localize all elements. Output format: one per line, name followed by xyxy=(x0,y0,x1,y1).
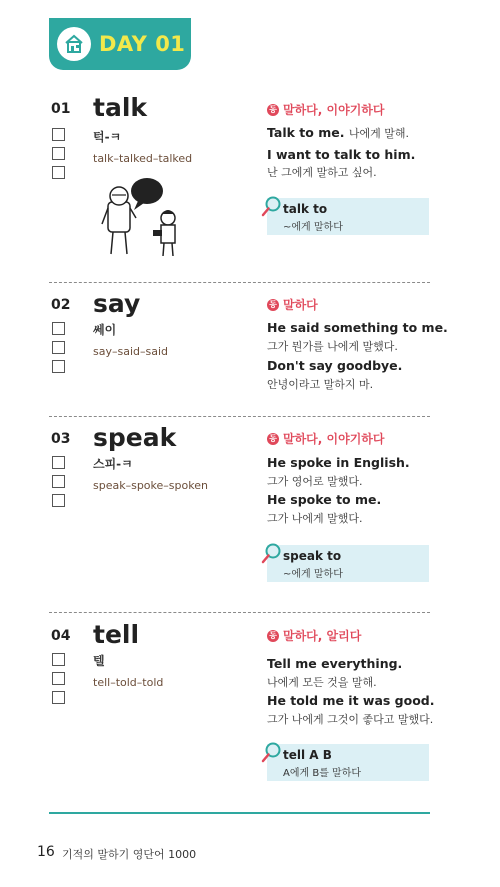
verb-badge-icon: 동 xyxy=(267,299,279,311)
entry-number: 04 xyxy=(51,628,71,644)
study-checkbox[interactable] xyxy=(52,166,65,179)
book-title: 기적의 말하기 영단어 1000 xyxy=(62,848,197,861)
phrase-box xyxy=(267,744,429,781)
study-checkbox[interactable] xyxy=(52,653,65,666)
phrase-text: talk to xyxy=(283,202,328,216)
phrase-text: tell A B xyxy=(283,748,332,762)
entry-verb-forms: talk–talked–talked xyxy=(93,152,193,165)
phrase-text: speak to xyxy=(283,549,342,563)
phrase-translation: ~에게 말하다 xyxy=(283,569,343,580)
entry-number: 03 xyxy=(51,431,71,447)
talking-people-illustration xyxy=(98,174,188,262)
study-checkbox[interactable] xyxy=(52,494,65,507)
verb-badge-icon: 동 xyxy=(267,104,279,116)
study-checkbox[interactable] xyxy=(52,360,65,373)
magnifier-icon xyxy=(261,542,283,568)
day-header-tab xyxy=(49,18,191,70)
study-checkbox[interactable] xyxy=(52,475,65,488)
example-sentence: Talk to me. 나에게 말해. xyxy=(267,125,409,140)
entry-divider xyxy=(49,612,430,613)
entry-meaning: 동 말하다 xyxy=(267,296,318,313)
entry-divider xyxy=(49,282,430,283)
example-translation: 난 그에게 말하고 싶어. xyxy=(267,166,377,179)
day-title: DAY 01 xyxy=(99,32,186,56)
footer-rule xyxy=(49,812,430,814)
study-checkbox[interactable] xyxy=(52,128,65,141)
study-checkbox[interactable] xyxy=(52,672,65,685)
example-sentence: Tell me everything. xyxy=(267,656,403,671)
entry-verb-forms: speak–spoke–spoken xyxy=(93,479,208,492)
entry-divider xyxy=(49,416,430,417)
entry-meaning: 동 말하다, 이야기하다 xyxy=(267,101,384,118)
study-checkbox[interactable] xyxy=(52,341,65,354)
verb-badge-icon: 동 xyxy=(267,433,279,445)
magnifier-icon xyxy=(261,195,283,221)
verb-badge-icon: 동 xyxy=(267,630,279,642)
example-translation: 그가 영어로 말했다. xyxy=(267,475,363,488)
example-sentence: I want to talk to him. xyxy=(267,147,416,162)
entry-pronunciation: 턱-ㅋ xyxy=(93,130,122,144)
entry-number: 01 xyxy=(51,101,71,117)
entry-word: speak xyxy=(93,423,177,452)
study-checkbox[interactable] xyxy=(52,456,65,469)
entry-meaning: 동 말하다, 알리다 xyxy=(267,627,361,644)
page-number: 16 xyxy=(37,844,55,860)
entry-verb-forms: say–said–said xyxy=(93,345,169,358)
entry-word: tell xyxy=(93,620,140,649)
phrase-translation: ~에게 말하다 xyxy=(283,222,343,233)
entry-word: say xyxy=(93,289,141,318)
example-sentence: He spoke in English. xyxy=(267,455,410,470)
example-translation: 안녕이라고 말하지 마. xyxy=(267,378,374,391)
example-sentence: He spoke to me. xyxy=(267,492,382,507)
phrase-box xyxy=(267,198,429,235)
example-sentence: Don't say goodbye. xyxy=(267,358,403,373)
example-translation: 그가 나에게 그것이 좋다고 말했다. xyxy=(267,713,434,726)
example-sentence: He told me it was good. xyxy=(267,693,435,708)
entry-pronunciation: 쎄이 xyxy=(93,323,117,337)
study-checkbox[interactable] xyxy=(52,147,65,160)
entry-verb-forms: tell–told–told xyxy=(93,676,164,689)
entry-meaning: 동 말하다, 이야기하다 xyxy=(267,430,384,447)
example-translation: 그가 나에게 말했다. xyxy=(267,512,363,525)
magnifier-icon xyxy=(261,741,283,767)
example-translation: 나에게 모든 것을 말해. xyxy=(267,676,377,689)
entry-pronunciation: 텔 xyxy=(93,654,105,668)
phrase-box xyxy=(267,545,429,582)
phrase-translation: A에게 B를 말하다 xyxy=(283,768,362,779)
entry-number: 02 xyxy=(51,297,71,313)
house-icon xyxy=(57,27,91,61)
example-translation: 그가 뭔가를 나에게 말했다. xyxy=(267,340,398,353)
entry-pronunciation: 스피-ㅋ xyxy=(93,457,133,471)
entry-word: talk xyxy=(93,93,148,122)
study-checkbox[interactable] xyxy=(52,322,65,335)
study-checkbox[interactable] xyxy=(52,691,65,704)
example-sentence: He said something to me. xyxy=(267,320,448,335)
